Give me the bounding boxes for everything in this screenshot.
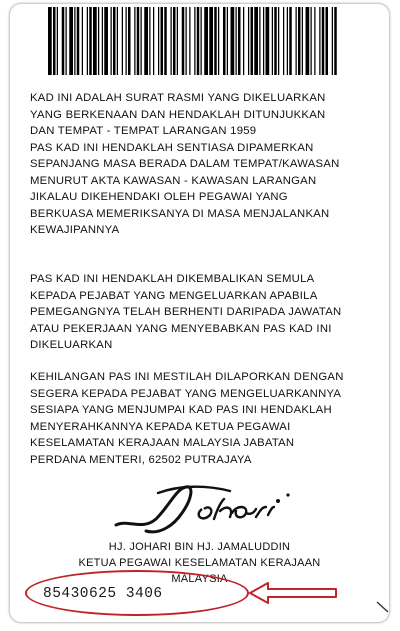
notice-line: MENYERAHKANNYA KEPADA KETUA PEGAWAI [30, 420, 291, 433]
barcode-bar [334, 7, 337, 75]
barcode-bar [77, 7, 80, 75]
barcode-bar [164, 7, 167, 75]
barcode-bar [173, 7, 176, 75]
signature-graphic [110, 479, 310, 539]
barcode-bar [296, 7, 297, 75]
barcode-bar [283, 7, 284, 75]
barcode-graphic [48, 7, 338, 75]
signatory-title: KETUA PEGAWAI KESELAMATAN KERAJAAN [78, 557, 321, 569]
notice-line: KEWAJIPANNYA [30, 224, 120, 236]
barcode-bar [311, 7, 312, 75]
barcode-bar [314, 7, 315, 75]
barcode-bar [117, 7, 118, 75]
signatory-name: HJ. JOHARI BIN HJ. JAMALUDDIN [108, 541, 291, 553]
barcode-bar [263, 7, 264, 75]
notice-line: SEGERA KEPADA PEJABAT YANG MENGELUARKANNYA [30, 387, 342, 400]
return-notice-paragraph [30, 271, 375, 354]
barcode-bar [204, 7, 208, 75]
barcode-bar [251, 7, 254, 75]
loss-notice-paragraph [30, 369, 375, 468]
barcode-bar [53, 7, 56, 75]
barcode-bar [227, 7, 228, 75]
barcode-bar [319, 7, 320, 75]
barcode-bar [231, 7, 235, 75]
barcode-bar [48, 7, 52, 75]
barcode-bar [66, 7, 67, 75]
notice-line: KAD INI ADALAH SURAT RASMI YANG DIKELUARKAN [30, 92, 326, 104]
barcode-bar [298, 7, 301, 75]
barcode-bar [137, 7, 140, 75]
barcode-bar [144, 7, 148, 75]
barcode-bar [278, 7, 279, 75]
security-pass-card [9, 3, 390, 623]
barcode-bar [149, 7, 150, 75]
barcode-bar [218, 7, 219, 75]
barcode-bar [153, 7, 154, 75]
notice-line: DAN TEMPAT - TEMPAT LARANGAN 1959 [30, 125, 257, 137]
barcode-bar [87, 7, 88, 75]
notice-line: MENURUT AKTA KAWASAN - KAWASAN LARANGAN [30, 174, 317, 187]
notice-line: YANG BERKENAAN DAN HENDAKLAH DITUNJUKKAN [30, 108, 326, 121]
arrow-graphic [248, 581, 338, 605]
barcode-bar [89, 7, 92, 75]
barcode-bar [272, 7, 273, 75]
legal-notice-paragraph [30, 90, 375, 239]
notice-line: PAS KAD INI HENDAKLAH SENTIASA DIPAMERKAN [30, 141, 314, 154]
barcode-bar [189, 7, 190, 75]
barcode-bar [186, 7, 187, 75]
barcode-bar [82, 7, 83, 75]
notice-line: PAS KAD INI HENDAKLAH DIKEMBALIKAN SEMULA [30, 273, 315, 285]
barcode-bar [102, 7, 103, 75]
barcode-bar [128, 7, 131, 75]
barcode-bar [214, 7, 217, 75]
barcode-bar [238, 7, 241, 75]
barcode-bar [332, 7, 333, 75]
notice-line: PEMEGANGNYA TELAH BERHENTI DARIPADA JAWATAN [30, 306, 342, 318]
barcode-bar [259, 7, 260, 75]
barcode [48, 7, 338, 75]
barcode-bar [98, 7, 99, 75]
corner-mark-graphic [375, 600, 390, 614]
barcode-bar [289, 7, 292, 75]
barcode-bar [161, 7, 164, 75]
corner-mark-icon [375, 600, 390, 614]
barcode-bar [134, 7, 135, 75]
notice-line: SESIAPA YANG MENJUMPAI KAD PAS INI HENDAKLAH [30, 404, 332, 416]
serial-number: 85430625 3406 [43, 586, 163, 602]
barcode-bar [113, 7, 116, 75]
barcode-bar [326, 7, 329, 75]
barcode-bar [126, 7, 127, 75]
barcode-bar [302, 7, 303, 75]
barcode-bar [93, 7, 97, 75]
notice-line: JIKALAU DIKEHENDAKI OLEH PEGAWAI YANG [30, 191, 288, 203]
barcode-bar [122, 7, 123, 75]
barcode-bar [243, 7, 244, 75]
notice-line: ATAU PEKERJAAN YANG MENYEBABKAN PAS KAD INI [30, 322, 332, 335]
notice-line: KEHILANGAN PAS INI MESTILAH DILAPORKAN DENGAN [30, 371, 344, 383]
barcode-bar [236, 7, 237, 75]
notice-line: PERDANA MENTERI, 62502 PUTRAJAYA [30, 453, 252, 466]
barcode-bar [322, 7, 325, 75]
barcode-bar [177, 7, 178, 75]
signature [110, 479, 310, 539]
signatory-title-country: MALAYSIA [171, 573, 228, 585]
barcode-bar [254, 7, 258, 75]
barcode-bar [248, 7, 249, 75]
barcode-bar [274, 7, 277, 75]
barcode-bar [111, 7, 112, 75]
barcode-bar [194, 7, 195, 75]
barcode-bar [201, 7, 202, 75]
notice-line: KEPADA PEJABAT YANG MENGELUARKAN APABILA [30, 289, 318, 302]
barcode-bar [171, 7, 172, 75]
barcode-bar [306, 7, 310, 75]
barcode-bar [182, 7, 185, 75]
barcode-bar [209, 7, 213, 75]
barcode-bar [104, 7, 108, 75]
highlight-arrow-icon [248, 581, 338, 605]
barcode-bar [197, 7, 200, 75]
barcode-bar [266, 7, 270, 75]
barcode-bar [74, 7, 75, 75]
notice-line: SEPANJANG MASA BERADA DALAM TEMPAT/KAWASAN [30, 158, 340, 170]
barcode-bar [287, 7, 288, 75]
barcode-bar [62, 7, 65, 75]
notice-line: BERKUASA MEMERIKSANYA DI MASA MENJALANKAN [30, 207, 330, 220]
notice-line: DIKELUARKAN [30, 339, 113, 351]
barcode-bar [141, 7, 142, 75]
barcode-bar [223, 7, 226, 75]
barcode-bar [158, 7, 159, 75]
barcode-bar [57, 7, 58, 75]
barcode-bar [69, 7, 73, 75]
notice-line: KESELAMATAN KERAJAAN MALAYSIA JABATAN [30, 437, 295, 449]
